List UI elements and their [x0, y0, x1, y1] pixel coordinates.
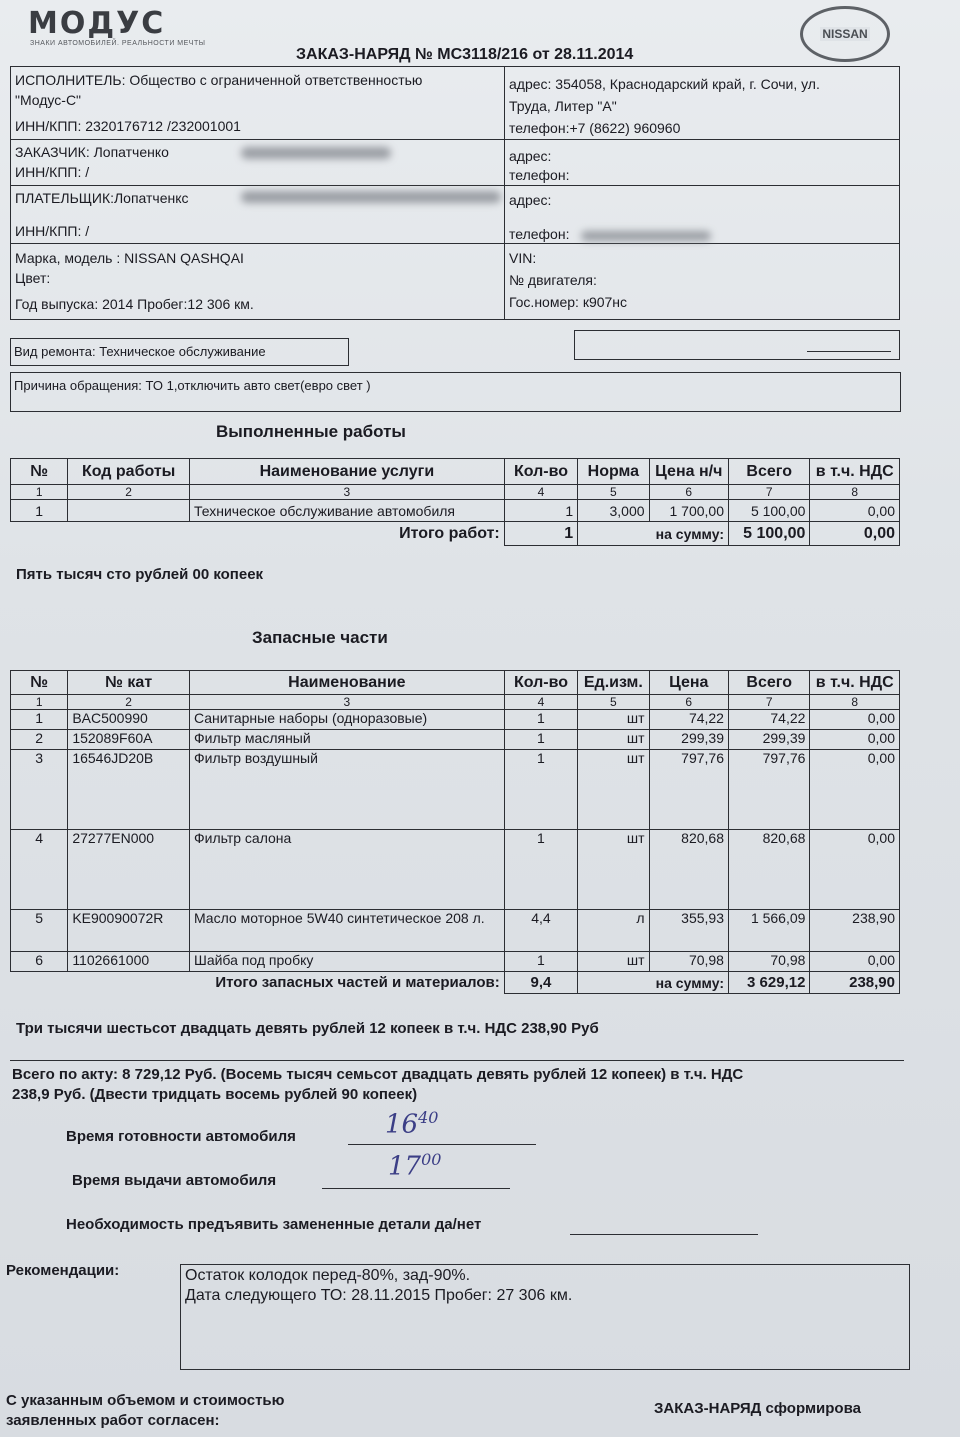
parts-cell-n: 6 [11, 952, 68, 972]
parts-col-name: Наименование [189, 671, 504, 695]
parts-cell-unit: шт [578, 750, 649, 830]
blank-field-line [807, 351, 891, 352]
grand-total-line2: 238,9 Руб. (Двести тридцать восемь рублей 90 копеек) [12, 1086, 418, 1103]
parts-cell-qty: 1 [504, 952, 577, 972]
parts-return-line [570, 1234, 758, 1235]
parts-cell-unit: шт [578, 730, 649, 750]
parts-return-label: Необходимость предъявить замененные детали да/нет [66, 1216, 482, 1233]
payer-inn: ИНН/КПП: / [15, 223, 90, 239]
works-col-norm: Норма [578, 459, 649, 485]
car-vin: VIN: [509, 250, 537, 266]
payer-name: ПЛАТЕЛЬЩИК:Лопатченкс [15, 190, 189, 206]
works-colnum: 1 [11, 485, 68, 500]
works-total-sum: 5 100,00 [728, 522, 809, 546]
works-col-n: № [11, 459, 68, 485]
works-colnum: 5 [578, 485, 649, 500]
parts-cell-n: 3 [11, 750, 68, 830]
parts-colnum: 4 [504, 695, 577, 710]
works-cell-norm: 3,000 [578, 500, 649, 522]
works-col-vat: в т.ч. НДС [810, 459, 900, 485]
parts-col-price: Цена [649, 671, 728, 695]
parts-cell-name: Фильтр салона [189, 830, 504, 910]
parts-cell-vat: 0,00 [810, 710, 900, 730]
works-total-qty: 1 [504, 522, 577, 546]
parts-heading: Запасные части [252, 628, 388, 647]
parts-cell-qty: 1 [504, 830, 577, 910]
parts-cell-n: 2 [11, 730, 68, 750]
works-colnum: 8 [810, 485, 900, 500]
parts-total-label: Итого запасных частей и материалов: [215, 974, 500, 992]
customer-name: ЗАКАЗЧИК: Лопатченко [15, 144, 169, 160]
works-total-label: Итого работ: [399, 524, 500, 542]
ready-time-minutes: 40 [418, 1108, 439, 1127]
parts-cell-unit: л [578, 910, 649, 952]
parts-table [10, 670, 900, 994]
agreement-line1: С указанным объемом и стоимостью [6, 1392, 285, 1409]
parts-cell-price: 74,22 [649, 710, 728, 730]
table-row [11, 730, 900, 750]
parts-cell-n: 5 [11, 910, 68, 952]
parts-cell-qty: 1 [504, 750, 577, 830]
table-row [11, 952, 900, 972]
parts-cell-cat: 152089F60A [68, 730, 190, 750]
company-logo: МОДУС [28, 6, 166, 41]
parts-sum-in-words: Три тысячи шестьсот двадцать девять рублей 12 копеек в т.ч. НДС 238,90 Руб [16, 1020, 599, 1037]
executor-line1: ИСПОЛНИТЕЛЬ: Общество с ограниченной ответственностью [15, 72, 423, 88]
table-row [11, 500, 900, 522]
works-col-name: Наименование услуги [189, 459, 504, 485]
works-col-price: Цена н/ч [649, 459, 728, 485]
brand-label: NISSAN [822, 27, 868, 41]
parts-cell-cat: KE90090072R [68, 910, 190, 952]
executor-line2: "Модус-С" [15, 92, 82, 108]
table-row [11, 910, 900, 952]
car-color: Цвет: [15, 270, 51, 286]
parts-total-row [11, 972, 900, 994]
parts-cell-price: 797,76 [649, 750, 728, 830]
parts-cell-vat: 0,00 [810, 750, 900, 830]
works-col-qty: Кол-во [504, 459, 577, 485]
table-row [11, 710, 900, 730]
payer-address: адрес: [509, 192, 552, 208]
parts-colnum: 1 [11, 695, 68, 710]
parts-col-unit: Ед.изм. [578, 671, 649, 695]
works-total-row [11, 522, 900, 546]
parts-total-sum: 3 629,12 [728, 972, 809, 994]
parts-total-qty: 9,4 [504, 972, 577, 994]
recommendations-box [180, 1264, 910, 1370]
recommendations-label: Рекомендации: [6, 1262, 120, 1279]
parts-cell-n: 4 [11, 830, 68, 910]
parts-cell-name: Масло моторное 5W40 синтетическое 208 л. [189, 910, 504, 952]
parts-colnum: 5 [578, 695, 649, 710]
parts-cell-price: 820,68 [649, 830, 728, 910]
blank-field-box [574, 330, 900, 360]
works-sum-in-words: Пять тысяч сто рублей 00 копеек [16, 566, 264, 583]
engine-number: № двигателя: [509, 272, 597, 288]
works-cell-vat: 0,00 [810, 500, 900, 522]
works-cell-code [68, 500, 190, 522]
header-divider-1 [11, 139, 899, 140]
ready-time-hours: 16 [385, 1109, 419, 1140]
repair-type-box: Вид ремонта: Техническое обслуживание [10, 338, 349, 366]
executor-address-2: Труда, Литер "А" [509, 98, 617, 114]
parts-cell-price: 355,93 [649, 910, 728, 952]
parts-col-cat: № кат [68, 671, 190, 695]
executor-phone: телефон:+7 (8622) 960960 [509, 120, 681, 136]
table-row [11, 830, 900, 910]
parts-cell-name: Санитарные наборы (одноразовые) [189, 710, 504, 730]
ready-time-label: Время готовности автомобиля [66, 1128, 296, 1145]
parts-cell-cat: BAC500990 [68, 710, 190, 730]
parts-colnum: 3 [189, 695, 504, 710]
parts-col-total: Всего [728, 671, 809, 695]
parts-cell-qty: 4,4 [504, 910, 577, 952]
works-cell-name: Техническое обслуживание автомобиля [189, 500, 504, 522]
parts-cell-qty: 1 [504, 730, 577, 750]
parts-col-qty: Кол-во [504, 671, 577, 695]
parts-cell-n: 1 [11, 710, 68, 730]
header-divider-vertical [504, 67, 505, 319]
parts-cell-name: Шайба под пробку [189, 952, 504, 972]
parts-cell-vat: 0,00 [810, 730, 900, 750]
works-col-code: Код работы [68, 459, 190, 485]
parts-colnum: 6 [649, 695, 728, 710]
parts-cell-vat: 0,00 [810, 830, 900, 910]
recommendation-line2: Дата следующего ТО: 28.11.2015 Пробег: 27 306 км. [185, 1287, 573, 1304]
parts-col-numbers-row [11, 695, 900, 710]
table-row [11, 750, 900, 830]
parts-col-n: № [11, 671, 68, 695]
issue-time-hours: 17 [388, 1151, 422, 1182]
reason-box: Причина обращения: ТО 1,отключить авто свет(евро свет ) [10, 372, 901, 412]
header-divider-3 [11, 243, 899, 244]
redacted-surname [241, 147, 391, 159]
payer-phone: телефон: [509, 226, 570, 242]
grand-total-line1: Всего по акту: 8 729,12 Руб. (Восемь тысяч семьсот двадцать девять рублей 12 копеек) в т.ч. НДС [12, 1066, 744, 1083]
ready-time-handwritten [385, 1108, 438, 1140]
formed-label: ЗАКАЗ-НАРЯД сформирова [654, 1400, 861, 1417]
car-model: Марка, модель : NISSAN QASHQAI [15, 250, 244, 266]
works-cell-qty: 1 [504, 500, 577, 522]
parts-cell-cat: 16546JD20B [68, 750, 190, 830]
parts-cell-price: 70,98 [649, 952, 728, 972]
issue-time-minutes: 00 [421, 1150, 442, 1169]
agreement-line2: заявленных работ согласен: [6, 1412, 220, 1429]
recommendation-line1: Остаток колодок перед-80%, зад-90%. [185, 1267, 471, 1284]
works-colnum: 4 [504, 485, 577, 500]
parts-cell-unit: шт [578, 952, 649, 972]
parts-cell-cat: 27277EN000 [68, 830, 190, 910]
parts-cell-qty: 1 [504, 710, 577, 730]
works-colnum: 3 [189, 485, 504, 500]
car-year-mileage: Год выпуска: 2014 Пробег:12 306 км. [15, 296, 254, 312]
works-cell-price: 1 700,00 [649, 500, 728, 522]
license-plate: Гос.номер: к907нс [509, 294, 628, 310]
works-col-numbers-row [11, 485, 900, 500]
parts-colnum: 8 [810, 695, 900, 710]
works-col-total: Всего [728, 459, 809, 485]
executor-inn: ИНН/КПП: 2320176712 /232001001 [15, 118, 241, 134]
header-block [10, 66, 900, 320]
works-sum-label: на сумму: [578, 522, 729, 546]
customer-inn: ИНН/КПП: / [15, 164, 90, 180]
nissan-logo-icon [800, 6, 890, 62]
parts-cell-price: 299,39 [649, 730, 728, 750]
works-table [10, 458, 900, 546]
customer-phone: телефон: [509, 167, 570, 183]
parts-total-vat: 238,90 [810, 972, 900, 994]
document-title: ЗАКАЗ-НАРЯД № МС3118/216 от 28.11.2014 [296, 46, 634, 63]
parts-cell-vat: 238,90 [810, 910, 900, 952]
parts-colnum: 2 [68, 695, 190, 710]
parts-cell-total: 797,76 [728, 750, 809, 830]
issue-time-handwritten [388, 1150, 441, 1182]
works-heading: Выполненные работы [216, 422, 406, 441]
parts-cell-total: 1 566,09 [728, 910, 809, 952]
parts-cell-unit: шт [578, 830, 649, 910]
parts-cell-total: 70,98 [728, 952, 809, 972]
works-colnum: 6 [649, 485, 728, 500]
parts-cell-total: 820,68 [728, 830, 809, 910]
issue-time-label: Время выдачи автомобиля [72, 1172, 277, 1189]
parts-cell-name: Фильтр воздушный [189, 750, 504, 830]
parts-cell-name: Фильтр масляный [189, 730, 504, 750]
works-colnum: 2 [68, 485, 190, 500]
parts-cell-unit: шт [578, 710, 649, 730]
executor-address-1: адрес: 354058, Краснодарский край, г. Сочи, ул. [509, 76, 820, 92]
parts-cell-total: 299,39 [728, 730, 809, 750]
parts-cell-cat: 1102661000 [68, 952, 190, 972]
redacted-payer [241, 191, 501, 203]
separator-line [10, 1060, 904, 1061]
ready-time-line [348, 1144, 536, 1145]
works-total-vat: 0,00 [810, 522, 900, 546]
parts-colnum: 7 [728, 695, 809, 710]
parts-sum-label: на сумму: [578, 972, 729, 994]
issue-time-line [322, 1188, 510, 1189]
works-cell-n: 1 [11, 500, 68, 522]
parts-cell-total: 74,22 [728, 710, 809, 730]
redacted-phone [581, 231, 711, 241]
customer-address: адрес: [509, 148, 552, 164]
works-cell-total: 5 100,00 [728, 500, 809, 522]
works-colnum: 7 [728, 485, 809, 500]
company-logo-subtitle: ЗНАКИ АВТОМОБИЛЕЙ. РЕАЛЬНОСТИ МЕЧТЫ [30, 40, 206, 47]
parts-cell-vat: 0,00 [810, 952, 900, 972]
header-divider-2 [11, 185, 899, 186]
parts-col-vat: в т.ч. НДС [810, 671, 900, 695]
